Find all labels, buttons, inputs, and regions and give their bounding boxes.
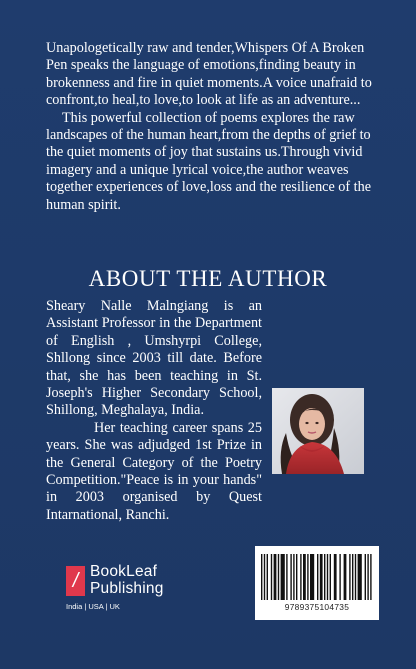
- barcode-bar: [334, 554, 337, 600]
- barcode-bar: [293, 554, 294, 600]
- barcode-bar: [296, 554, 297, 600]
- blurb-paragraph-2: This powerful collection of poems explores the raw landscapes of the human heart,from the depths of grief to the quiet moments of joy that sustains us.Through vivid imagery and a unique lyrical voice,the author weaves together experiences of love,loss and the resilience of the human spirit.: [46, 109, 372, 213]
- barcode-bar: [324, 554, 325, 600]
- barcode-bar: [286, 554, 287, 600]
- barcode-bar: [264, 554, 265, 600]
- barcode-bar: [300, 554, 301, 600]
- publisher-countries: India | USA | UK: [66, 602, 120, 611]
- barcode-bar: [274, 554, 277, 600]
- author-bio-paragraph-1: Sheary Nalle Malngiang is an Assistant Professor in the Department of English , Umshyrpi College, Shllong since 2003 till date. Before that, she has been teaching in St. Joseph's Higher Secondary School, Shillong, Meghalaya, India.: [46, 298, 262, 419]
- author-bio: [46, 298, 262, 524]
- barcode-bar: [344, 554, 347, 600]
- barcode-bar: [310, 554, 314, 600]
- barcode-bar: [349, 554, 350, 600]
- barcode-bar: [330, 554, 331, 600]
- barcode-bar: [281, 554, 285, 600]
- barcode-bar: [339, 554, 340, 600]
- barcode-bar: [261, 554, 262, 600]
- barcode-bar: [320, 554, 323, 600]
- barcode-bar: [290, 554, 291, 600]
- barcode-bar: [327, 554, 328, 600]
- barcode-bar: [367, 554, 368, 600]
- barcode-bar: [317, 554, 318, 600]
- publisher-name-line-1: BookLeaf: [90, 563, 158, 580]
- book-blurb: [46, 40, 388, 214]
- barcode-bar: [352, 554, 353, 600]
- barcode-bar: [271, 554, 272, 600]
- author-portrait-image: [272, 388, 364, 474]
- barcode-bar: [365, 554, 366, 600]
- barcode-bar: [355, 554, 356, 600]
- barcode-bar: [370, 554, 371, 600]
- author-photo: [272, 388, 364, 474]
- barcode-bar: [303, 554, 306, 600]
- barcode-bar: [358, 554, 362, 600]
- isbn-barcode: [255, 546, 379, 620]
- bookleaf-logo-icon: /: [66, 566, 85, 596]
- barcode-icon: [261, 554, 373, 600]
- about-author-heading: ABOUT THE AUTHOR: [88, 266, 328, 291]
- barcode-bar: [307, 554, 308, 600]
- publisher-name-line-2: Publishing: [90, 580, 164, 597]
- isbn-number: 9789375104735: [284, 602, 350, 612]
- publisher-logo: [66, 563, 216, 616]
- author-bio-paragraph-2: Her teaching career spans 25 years. She was adjudged 1st Prize in the General Category of the Poetry Competition."Peace is in your hands" in 2003 organised by Quest Intarnational, Ranchi.: [46, 419, 262, 523]
- barcode-bar: [267, 554, 268, 600]
- barcode-bar: [278, 554, 279, 600]
- blurb-paragraph-1: Unapologetically raw and tender,Whispers Of A Broken Pen speaks the language of emotions,finding beauty in brokenness and fire in quiet moments.A voice unafraid to confront,to heal,to love,to look at life as an adventure...: [46, 40, 372, 109]
